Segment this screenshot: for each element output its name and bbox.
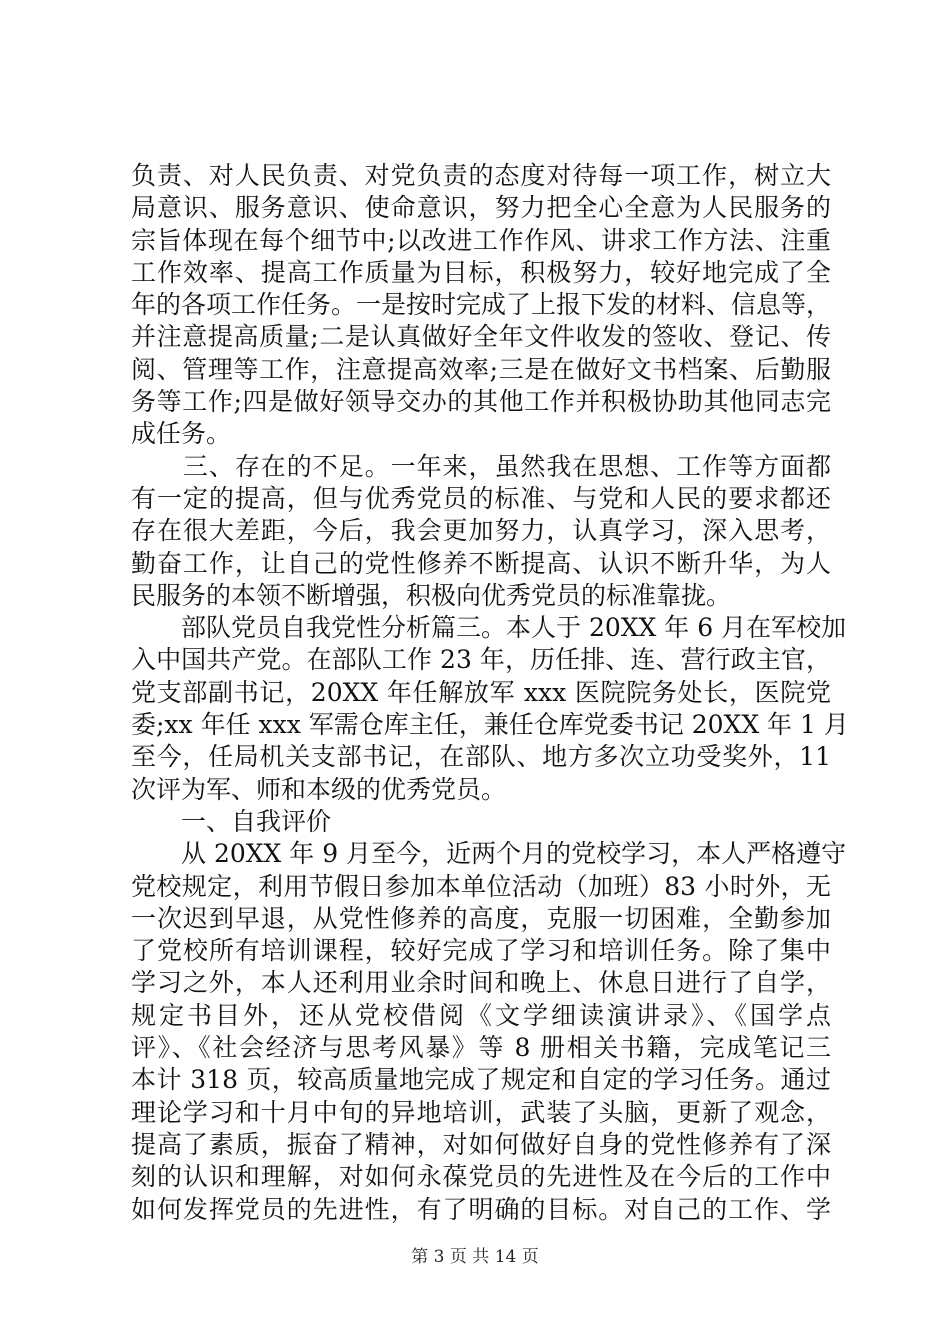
text-line: 从 20XX 年 9 月至今，近两个月的党校学习，本人严格遵守 <box>131 839 847 869</box>
text-line: 理论学习和十月中旬的异地培训，武装了头脑，更新了观念， <box>131 1097 831 1127</box>
text-line: 负责、对人民负责、对党负责的态度对待每一项工作，树立大 <box>131 161 831 190</box>
text-line: 有一定的提高，但与优秀党员的标准、与党和人民的要求都还 <box>131 483 831 513</box>
text-line: 刻的认识和理解，对如何永葆党员的先进性及在今后的工作中 <box>131 1162 831 1192</box>
text-line: 学习之外，本人还利用业余时间和晚上、休息日进行了自学， <box>131 968 831 998</box>
text-line: 次评为军、师和本级的优秀党员。 <box>131 774 507 804</box>
text-line: 工作效率、提高工作质量为目标，积极努力，较好地完成了全 <box>131 257 831 287</box>
text-line: 存在很大差距，今后，我会更加努力，认真学习，深入思考， <box>131 516 831 546</box>
document-body <box>131 160 849 1226</box>
text-line: 党支部副书记，20XX 年任解放军 xxx 医院院务处长，医院党 <box>131 677 831 707</box>
text-line: 宗旨体现在每个细节中;以改进工作作风、讲求工作方法、注重 <box>131 225 831 255</box>
text-line: 如何发挥党员的先进性，有了明确的目标。对自己的工作、学 <box>131 1194 831 1224</box>
text-line: 勤奋工作，让自己的党性修养不断提高、认识不断升华，为人 <box>131 548 831 578</box>
text-line: 年的各项工作任务。一是按时完成了上报下发的材料、信息等， <box>131 290 832 320</box>
page-footer: 第 3 页 共 14 页 <box>411 1247 539 1267</box>
text-line: 本计 318 页，较高质量地完成了规定和自定的学习任务。通过 <box>131 1065 831 1095</box>
text-line: 部队党员自我党性分析篇三。本人于 20XX 年 6 月在军校加 <box>131 613 847 643</box>
text-line: 一次迟到早退，从党性修养的高度，克服一切困难，全勤参加 <box>131 903 831 933</box>
text-line: 并注意提高质量;二是认真做好全年文件收发的签收、登记、传 <box>131 322 831 352</box>
text-line: 一、自我评价 <box>131 806 332 836</box>
text-line: 委;xx 年任 xxx 军需仓库主任，兼任仓库党委书记 20XX 年 1 月 <box>131 710 849 740</box>
text-line: 三、存在的不足。一年来，虽然我在思想、工作等方面都 <box>131 451 831 481</box>
text-line: 至今，任局机关支部书记，在部队、地方多次立功受奖外，11 <box>131 742 831 772</box>
text-line: 局意识、服务意识、使命意识，努力把全心全意为人民服务的 <box>131 193 831 223</box>
text-line: 评》、《社会经济与思考风暴》等 8 册相关书籍，完成笔记三 <box>131 1033 831 1063</box>
text-line: 了党校所有培训课程，较好完成了学习和培训任务。除了集中 <box>131 936 831 966</box>
text-line: 入中国共产党。在部队工作 23 年，历任排、连、营行政主官， <box>131 645 831 675</box>
text-line: 阅、管理等工作，注意提高效率;三是在做好文书档案、后勤服 <box>131 354 831 384</box>
text-line: 民服务的本领不断增强，积极向优秀党员的标准靠拢。 <box>131 580 732 610</box>
text-line: 提高了素质，振奋了精神，对如何做好自身的党性修养有了深 <box>131 1129 831 1159</box>
text-line: 规定书目外，还从党校借阅《文学细读演讲录》、《国学点 <box>131 1000 831 1030</box>
text-line: 成任务。 <box>131 419 232 449</box>
text-line: 务等工作;四是做好领导交办的其他工作并积极协助其他同志完 <box>131 387 831 417</box>
text-line: 党校规定，利用节假日参加本单位活动（加班）83 小时外，无 <box>131 871 831 901</box>
